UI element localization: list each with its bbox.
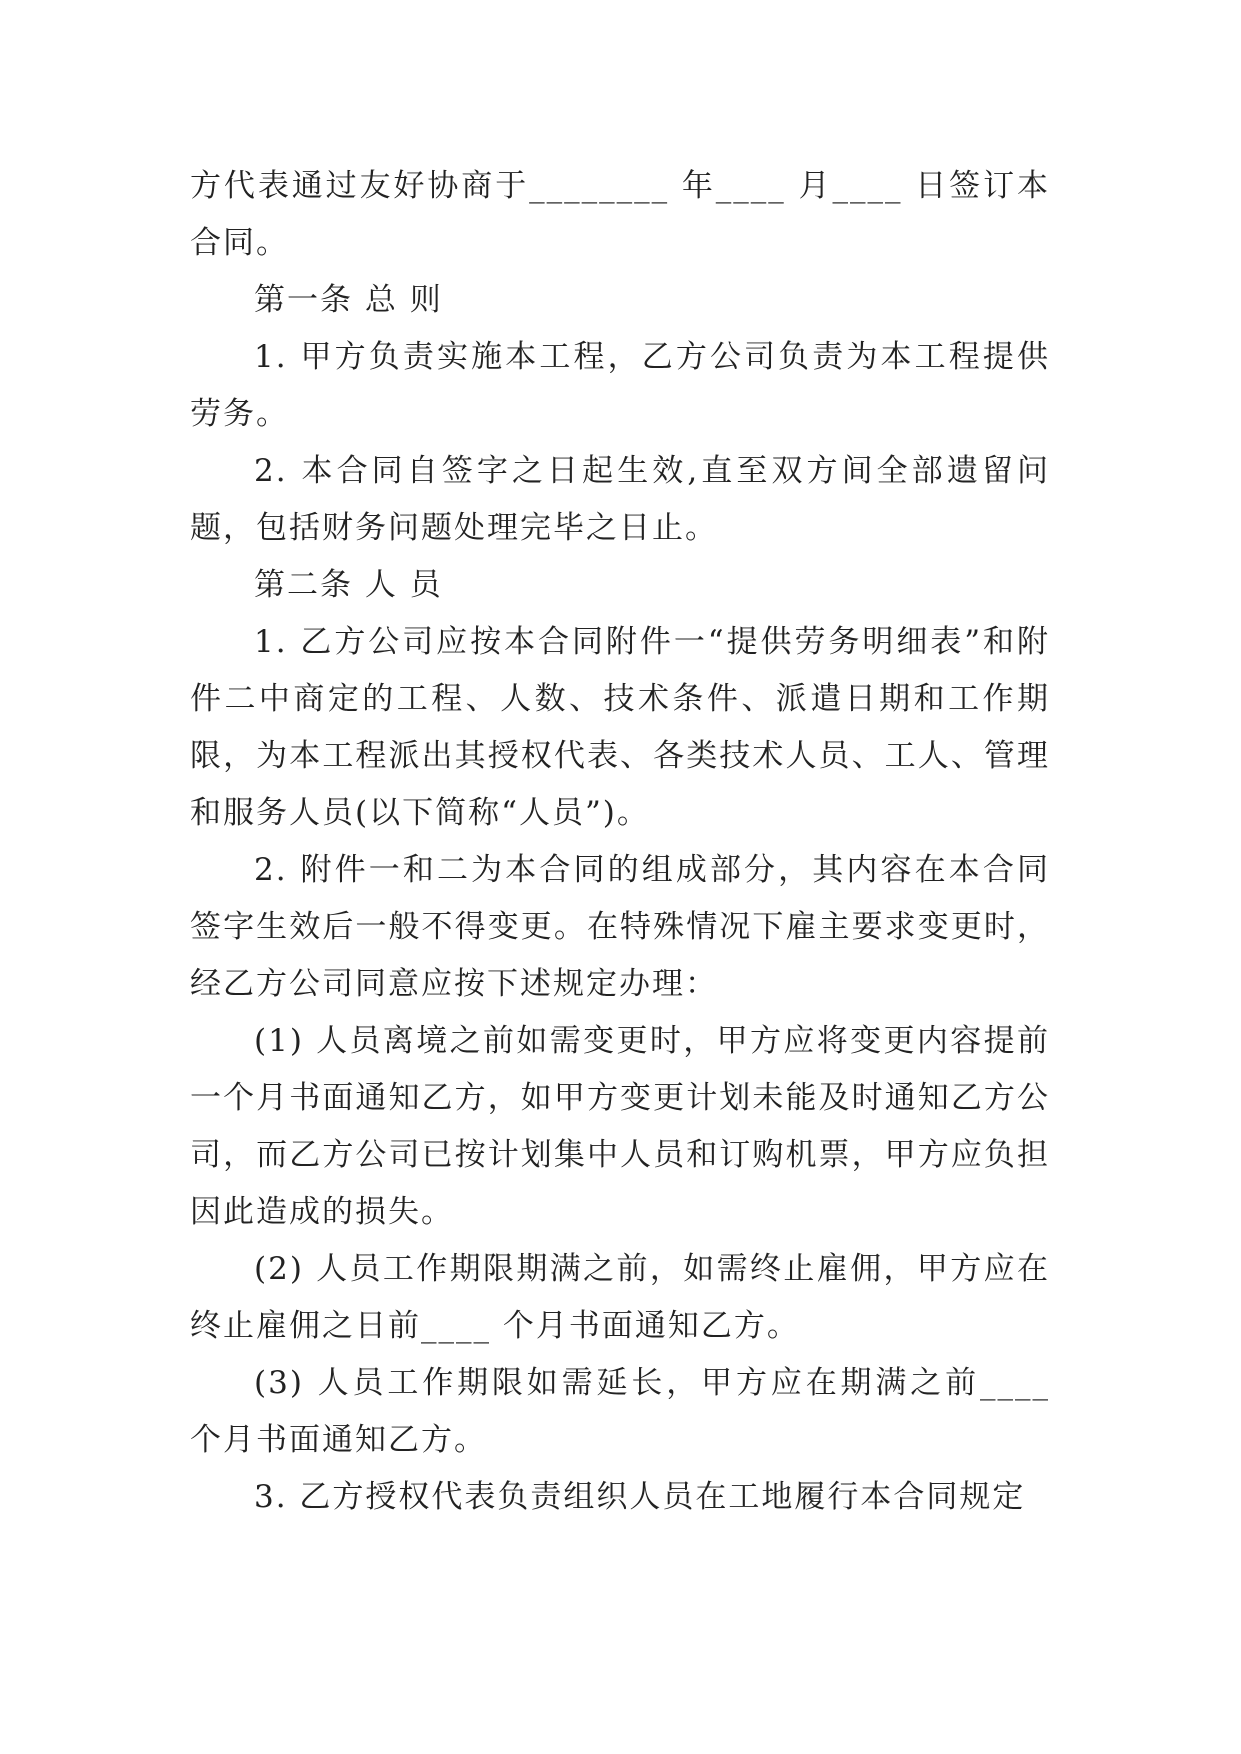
paragraph-article-1-item-1: 1. 甲方负责实施本工程，乙方公司负责为本工程提供劳务。 [190, 339, 1050, 432]
heading-article-2: 第二条 人 员 [254, 567, 443, 603]
paragraph-contract-signing: 方代表通过友好协商于________ 年____ 月____ 日签订本合同。 [190, 168, 1050, 261]
paragraph-article-1-item-2: 2. 本合同自签字之日起生效,直至双方间全部遗留问题，包括财务问题处理完毕之日止。 [190, 453, 1050, 546]
paragraph-article-2-sub-1: (1) 人员离境之前如需变更时，甲方应将变更内容提前一个月书面通知乙方，如甲方变更计划未能及时通知乙方公司，而乙方公司已按计划集中人员和订购机票，甲方应负担因此造成的损失。 [190, 1023, 1050, 1230]
paragraph-article-2-item-3: 3. 乙方授权代表负责组织人员在工地履行本合同规定 [254, 1479, 1026, 1515]
paragraph-article-2-item-1: 1. 乙方公司应按本合同附件一“提供劳务明细表”和附件二中商定的工程、人数、技术条件、派遣日期和工作期限，为本工程派出其授权代表、各类技术人员、工人、管理和服务人员(以下简称“人员”)。 [190, 624, 1050, 831]
paragraph-article-2-item-2: 2. 附件一和二为本合同的组成部分，其内容在本合同签字生效后一般不得变更。在特殊情况下雇主要求变更时，经乙方公司同意应按下述规定办理： [190, 852, 1050, 1002]
heading-article-1: 第一条 总 则 [254, 282, 443, 318]
document-body [190, 158, 1050, 1526]
paragraph-article-2-sub-3: (3) 人员工作期限如需延长，甲方应在期满之前____ 个月书面通知乙方。 [190, 1365, 1050, 1458]
paragraph-article-2-sub-2: (2) 人员工作期限期满之前，如需终止雇佣，甲方应在终止雇佣之日前____ 个月书面通知乙方。 [190, 1251, 1050, 1344]
